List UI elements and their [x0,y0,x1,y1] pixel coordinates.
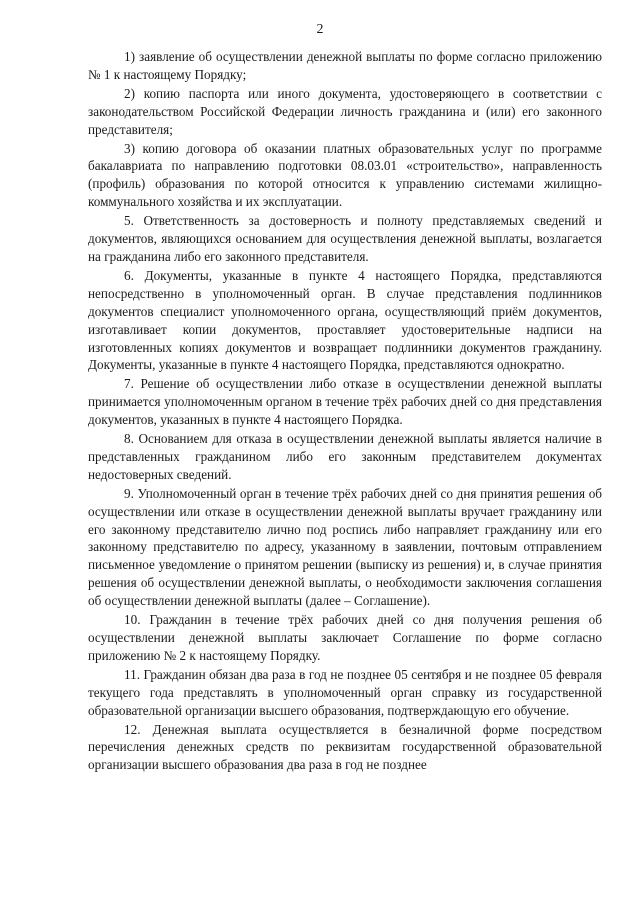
paragraph-subitem-3: 3) копию договора об оказании платных образовательных услуг по программе бакалавриата по направлению подготовки 08.03.01 «строительство», направленность (профиль) образования по которой относится к управлению системами жилищно-коммунального хозяйства и их эксплуатации. [88,140,602,210]
page-number: 2 [316,22,324,37]
paragraph-7: 7. Решение об осуществлении либо отказе в осуществлении денежной выплаты принимается уполномоченным органом в течение трёх рабочих дней со дня представления документов, указанных в пункте 4 настоящего Порядка. [88,376,602,428]
paragraph-8: 8. Основанием для отказа в осуществлении денежной выплаты является наличие в представленных гражданином либо его законным представителем документах недостоверных сведений. [88,431,602,482]
paragraph-subitem-2: 2) копию паспорта или иного документа, удостоверяющего в соответствии с законодательством Российской Федерации личность гражданина и (или) его законного представителя; [88,85,602,137]
paragraph-6: 6. Документы, указанные в пункте 4 настоящего Порядка, представляются непосредственно в уполномоченный орган. В случае представления подлинников документов специалист уполномоченного органа, осуществляющий приём документов, изготавливает копии документов, проставляет удостоверительные надписи на изготовленных копиях документов и возвращает подлинники документов гражданину. Документы, указанные в пункте 4 настоящего Порядка, представляются однократно. [88,267,602,373]
paragraph-5: 5. Ответственность за достоверность и полноту представляемых сведений и документов, являющихся основанием для осуществления денежной выплаты, возлагается на гражданина либо его законного представителя. [88,213,602,264]
paragraph-subitem-1: 1) заявление об осуществлении денежной выплаты по форме согласно приложению № 1 к настоящему Порядку; [88,49,602,82]
document-body [88,48,602,775]
paragraph-10: 10. Гражданин в течение трёх рабочих дней со дня получения решения об осуществлении денежной выплаты заключает Соглашение по форме согласно приложению № 2 к настоящему Порядку. [88,612,602,663]
paragraph-12: 12. Денежная выплата осуществляется в безналичной форме посредством перечисления денежных средств по реквизитам государственной образовательной организации высшего образования два раза в год не позднее [88,721,602,773]
paragraph-11: 11. Гражданин обязан два раза в год не позднее 05 сентября и не позднее 05 февраля текущего года представлять в уполномоченный орган справку из государственной образовательной организации высшего образования, подтверждающую его обучение. [88,666,602,718]
paragraph-9: 9. Уполномоченный орган в течение трёх рабочих дней со дня принятия решения об осуществлении или отказе в осуществлении денежной выплаты вручает гражданину или его законному представителю лично под роспись либо направляет гражданину или его законному представителю по адресу, указанному в заявлении, почтовым отправлением письменное уведомление о принятом решении (выписку из решения) и, в случае принятия решения об осуществлении денежной выплаты, о необходимости заключения соглашения об осуществлении денежной выплаты (далее – Соглашение). [88,485,602,609]
